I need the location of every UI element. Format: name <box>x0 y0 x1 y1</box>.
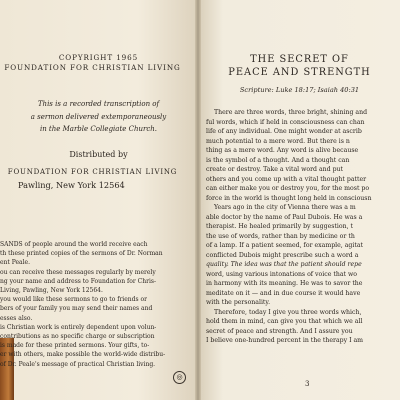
distributor-address: Pawling, New York 12564 <box>18 180 125 190</box>
body-line: quality. The idea was that the patient should repe <box>206 261 362 268</box>
scripture-reference: Scripture: Luke 18:17; Isaiah 40:31 <box>239 86 360 94</box>
body-line: is Christian work is entirely dependent upon volun- <box>0 323 157 331</box>
body-line: create or destroy. Take a vital word and put <box>206 166 344 173</box>
body-line: thing as a mere word. Any word is alive because <box>206 147 359 154</box>
body-line: therapist. He healed primarily by suggestion, t <box>206 223 354 230</box>
distributed-by: Distributed by <box>69 150 128 159</box>
body-line: th these printed copies of the sermons of Dr. Norman <box>0 250 163 258</box>
body-line: esses also. <box>0 314 33 322</box>
transcription-line: a sermon delivered extemporaneously <box>30 112 167 121</box>
copyright-org: FOUNDATION FOR CHRISTIAN LIVING <box>4 63 181 72</box>
body-line: ful words, which if held in consciousness can chan <box>206 118 365 126</box>
transcription-line: in the Marble Collegiate Church. <box>39 125 158 133</box>
body-line: much potential to a mere word. But there is n <box>206 137 350 145</box>
body-line: the use of words, rather than by medicine or th <box>206 232 355 240</box>
body-line: of a lamp. If a patient seemed, for example, agitat <box>206 242 364 249</box>
body-line: secret of peace and strength. And I assure you <box>206 327 353 335</box>
sermon-title-line1: THE SECRET OF <box>250 54 349 65</box>
body-line: ent Peale. <box>0 259 31 267</box>
body-line: contributions as no specific charge or subscription <box>0 333 155 341</box>
body-line: you would like these sermons to go to friends or <box>0 296 147 304</box>
body-line: with the personality. <box>206 299 271 306</box>
body-line: er with others, make possible the world-wide distribu- <box>0 351 166 359</box>
transcription-line: This is a recorded transcription of <box>37 100 160 108</box>
body-line: Living, Pawling, New York 12564. <box>0 287 103 295</box>
seal-icon: ◎ <box>173 371 186 384</box>
body-line: meditate on it — and in due course it would have <box>206 289 361 297</box>
body-line: Therefore, today I give you three words which, <box>214 308 362 316</box>
body-line: is made for these printed sermons. Your gifts, to- <box>0 342 150 350</box>
distributor-org: FOUNDATION FOR CHRISTIAN LIVING <box>7 168 178 176</box>
body-line: is the symbol of a thought. And a thought can <box>206 156 350 164</box>
body-line: Years ago in the city of Vienna there was a m <box>214 204 356 211</box>
body-line: word, using various intonations of voice that wo <box>206 270 357 278</box>
body-line: others and you come up with a vital thought patter <box>206 175 367 183</box>
sermon-title-line2: PEACE AND STRENGTH <box>228 67 371 78</box>
body-line: life of any individual. One might wonder at ascrib <box>206 128 362 135</box>
body-line: SANDS of people around the world receive each <box>0 241 148 248</box>
body-line: of Dr. Peale's message of practical Christian living. <box>0 360 156 368</box>
body-line: conflicted Dubois might prescribe such a word a <box>206 251 359 259</box>
right-page-body <box>206 108 400 346</box>
copyright-line: COPYRIGHT 1965 <box>58 53 139 62</box>
left-page-body <box>0 240 190 369</box>
body-line: ng your name and address to Foundation for Chris- <box>0 277 156 285</box>
page-number: 3 <box>305 380 310 388</box>
body-line: in harmony with its meaning. He was to savor the <box>206 280 363 287</box>
body-line: There are three words, three bright, shining and <box>214 109 368 116</box>
body-line: can either make you or destroy you, for the most po <box>206 185 370 192</box>
body-line: hold them in mind, can give you that which we all <box>206 318 363 325</box>
body-line: ou can receive these messages regularly by merely <box>0 268 156 276</box>
body-line: force in the world is thought long held in consciousn <box>206 194 372 202</box>
body-line: bers of your family you may send their names and <box>0 305 153 313</box>
body-line: I believe one-hundred percent in the therapy I am <box>206 337 364 344</box>
transcription-note <box>0 98 197 136</box>
body-line: able doctor by the name of Paul Dubois. He was a <box>206 213 363 221</box>
